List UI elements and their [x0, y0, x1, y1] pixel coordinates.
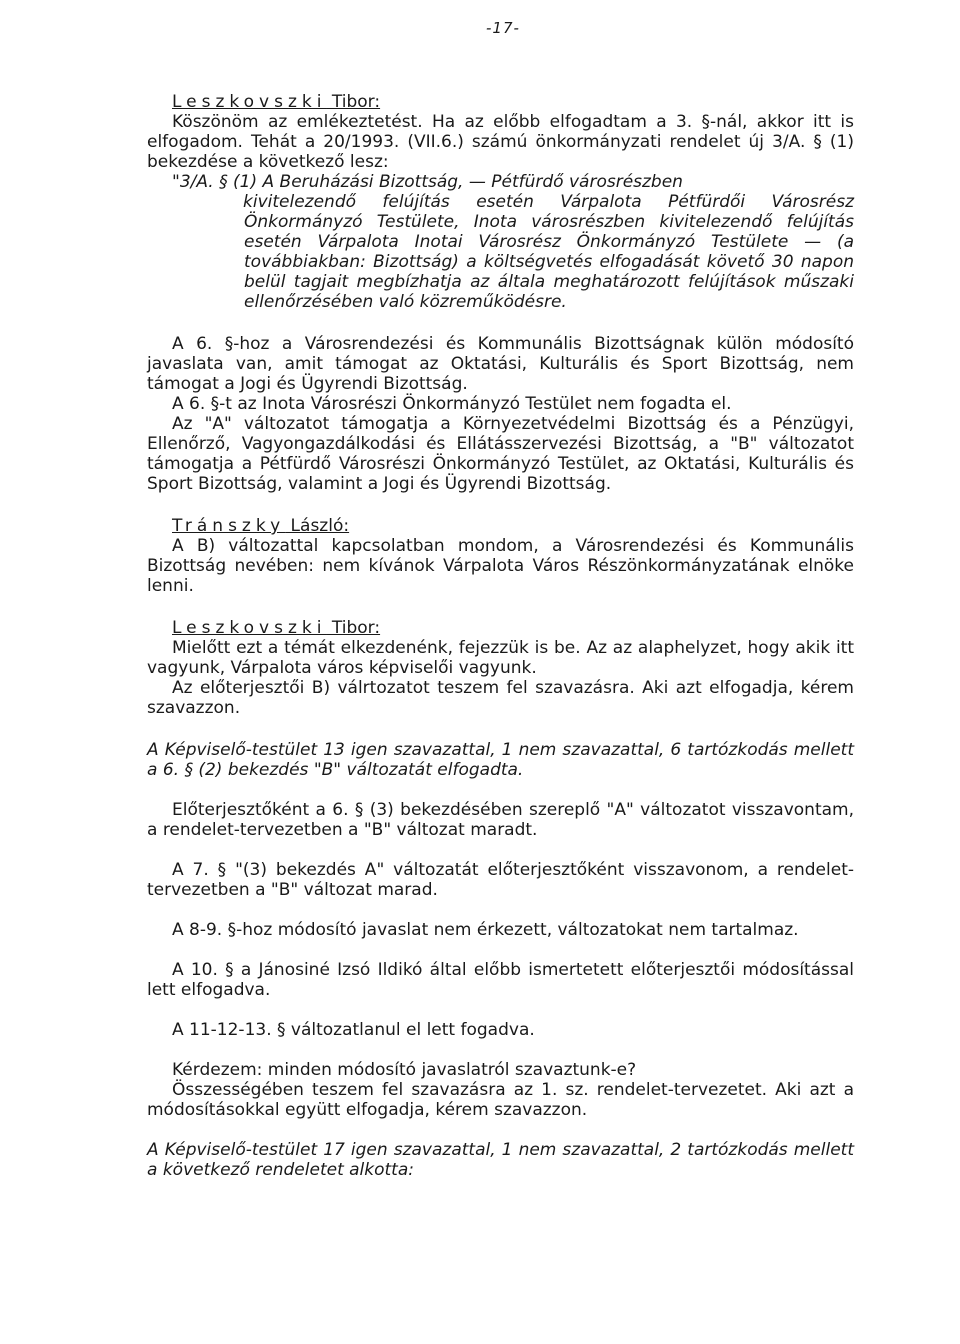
quoted-rule-text: kivitelezendő felújítás esetén Várpalota Pétfürdői Városrész Önkormányzó Testülete, Inota városrészben kivitelezendő felújítás esetén Várpalota Inotai Városrész Önkormányzó Testülete — (a továbbiakban: Bizottság) a költségvetés elfogadását követő 30 napon belül tagjait megbízhatja az általa meghatározott felújítások műszaki ellenőrzésében való közreműködésre.: [243, 192, 854, 312]
paragraph: A 6. §-t az Inota Városrészi Önkormányzó Testület nem fogadta el.: [172, 394, 732, 414]
paragraph: A 8-9. §-hoz módosító javaslat nem érkezett, változatokat nem tartalmaz.: [172, 920, 799, 940]
vote-result: A Képviselő-testület 13 igen szavazattal, 1 nem szavazattal, 6 tartózkodás mellett a 6. § (2) bekezdés "B" változatát elfogadta.: [147, 740, 854, 780]
paragraph: Összességében teszem fel szavazásra az 1. sz. rendelet-tervezetet. Aki azt a módosításokkal együtt elfogadja, kérem szavazzon.: [147, 1080, 854, 1120]
speaker-heading: [147, 618, 854, 638]
speaker-firstname: László:: [285, 516, 350, 536]
paragraph: Kérdezem: minden módosító javaslatról szavaztunk-e?: [172, 1060, 637, 1080]
speaker-firstname: Tibor:: [326, 618, 381, 638]
paragraph: Mielőtt ezt a témát elkezdenénk, fejezzük is be. Az az alaphelyzet, hogy akik itt vagyunk, Várpalota város képviselői vagyunk.: [147, 638, 854, 678]
document-body: [147, 92, 854, 1180]
speaker-heading: [147, 516, 854, 536]
speaker-heading: [147, 92, 854, 112]
paragraph: Az "A" változatot támogatja a Környezetvédelmi Bizottság és a Pénzügyi, Ellenőrző, Vagyongazdálkodási és Ellátásszervezési Bizottság, a "B" változatot támogatja a Pétfürdő Városrészi Önkormányzó Testület, az Oktatási, Kulturális és Sport Bizottság, valamint a Jogi és Ügyrendi Bizottság.: [147, 414, 854, 494]
speaker-surname: Leszkovszki: [172, 618, 327, 638]
paragraph: A 6. §-hoz a Városrendezési és Kommunális Bizottságnak külön módosító javaslata van, amit támogat az Oktatási, Kulturális és Sport Bizottság, nem támogat a Jogi és Ügyrendi Bizottság.: [147, 334, 854, 394]
quoted-rule-heading: "3/A. § (1) A Beruházási Bizottság, — Pétfürdő városrészben: [172, 172, 683, 192]
paragraph: Köszönöm az emlékeztetést. Ha az előbb elfogadtam a 3. §-nál, akkor itt is elfogadom. Tehát a 20/1993. (VII.6.) számú önkormányzati rendelet új 3/A. § (1) bekezdése a következő lesz:: [147, 112, 854, 172]
vote-result: A Képviselő-testület 17 igen szavazattal, 1 nem szavazattal, 2 tartózkodás mellett a következő rendeletet alkotta:: [147, 1140, 854, 1180]
paragraph: A 10. § a Jánosiné Izsó Ildikó által előbb ismertetett előterjesztői módosítással lett elfogadva.: [147, 960, 854, 1000]
paragraph: A 11-12-13. § változatlanul el lett fogadva.: [172, 1020, 535, 1040]
speaker-surname: Leszkovszki: [172, 92, 327, 112]
paragraph: A 7. § "(3) bekezdés A" változatát előterjesztőként visszavonom, a rendelet-tervezetben a "B" változat marad.: [147, 860, 854, 900]
speaker-firstname: Tibor:: [326, 92, 381, 112]
speaker-surname: Tránszky: [172, 516, 286, 536]
paragraph: A B) változattal kapcsolatban mondom, a Városrendezési és Kommunális Bizottság nevében: nem kívánok Várpalota Város Részönkormányzatának elnöke lenni.: [147, 536, 854, 596]
page-number: -17-: [486, 19, 520, 37]
paragraph: Az előterjesztői B) válrtozatot teszem fel szavazásra. Aki azt elfogadja, kérem szavazzon.: [147, 678, 854, 718]
paragraph: Előterjesztőként a 6. § (3) bekezdésében szereplő "A" változatot visszavontam, a rendelet-tervezetben a "B" változat maradt.: [147, 800, 854, 840]
